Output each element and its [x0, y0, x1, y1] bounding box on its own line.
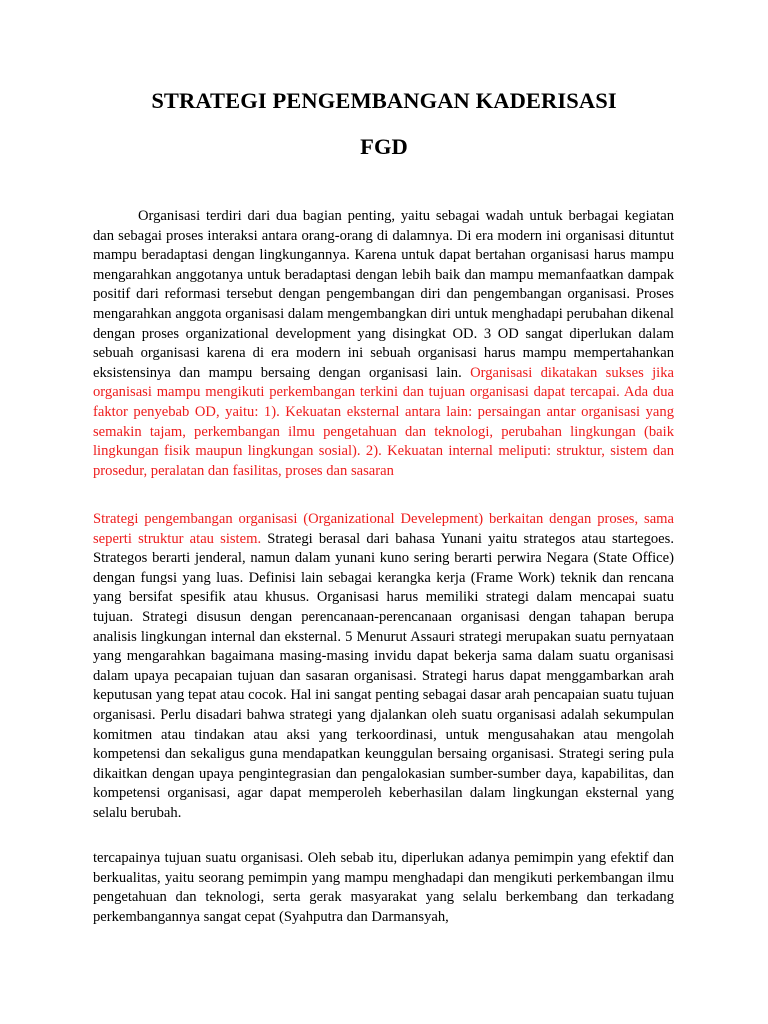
paragraph-3: [93, 849, 674, 927]
paragraph-2-highlight: Strategi pengembangan organisasi (Organizational Develepment) berkaitan dengan proses, sama seperti struktur atau sistem.: [93, 511, 674, 547]
document-subtitle: FGD: [360, 134, 408, 159]
paragraph-3-text: tercapainya tujuan suatu organisasi. Oleh sebab itu, diperlukan adanya pemimpin yang efektif dan berkualitas, yaitu seorang pemimpin yang mampu menghadapi dan mengikuti perkembangan ilmu pengetahuan dan teknologi, serta gerak masyarakat yang selalu berkembang dan terkadang perkembangannya sangat cepat (Syahputra dan Darmansyah,: [93, 850, 674, 925]
paragraph-2-text: Strategi berasal dari bahasa Yunani yaitu strategos atau startegoes. Strategos berarti jenderal, namun dalam yunani kuno sering berarti perwira Negara (State Office) dengan fungsi yang luas. Definisi lain sebagai kerangka kerja (Frame Work) teknik dan rencana yang bersifat spesifik atau khusus. Organisasi harus memiliki strategi dalam mencapai suatu tujuan. Strategi disusun dengan perencanaan-perencanaan organisasi dengan tahapan berupa analisis lingkungan internal dan eksternal. 5 Menurut Assauri strategi merupakan suatu pernyataan yang mengarahkan bagaimana masing-masing invidu dapat bekerja sama dalam suatu organisasi dalam upaya pecapaian tujuan dan sasaran organisasi. Strategi harus dapat menggambarkan arah keputusan yang tepat atau cocok. Hal ini sangat penting sebagai dasar arah pencapaian suatu tujuan organisasi. Perlu disadari bahwa strategi yang djalankan oleh suatu organisasi adalah sekumpulan komitmen atau tindakan atau aksi yang terkoordinasi, untuk mengusahakan atau mengolah kompetensi dan sekaligus guna mendapatkan keunggulan bersaing organisasi. Strategi sering pula dikaitkan dengan upaya pengintegrasian dan pengalokasian sumber-sumber daya, kapabilitas, dan kompetensi organisasi, agar dapat memperoleh keberhasilan dalam lingkungan eksternal yang selalu berubah.: [93, 530, 674, 821]
document-title: STRATEGI PENGEMBANGAN KADERISASI: [151, 88, 617, 113]
paragraph-1: [93, 207, 674, 481]
paragraph-1-highlight: Organisasi dikatakan sukses jika organisasi mampu mengikuti perkembangan terkini dan tujuan organisasi dapat tercapai. Ada dua faktor penyebab OD, yaitu: 1). Kekuatan eksternal antara lain: persaingan antar organisasi yang semakin tajam, perkembangan ilmu pengetahuan dan teknologi, perubahan lingkungan (baik lingkungan fisik maupun lingkungan sosial). 2). Kekuatan internal meliputi: struktur, sistem dan prosedur, peralatan dan fasilitas, proses dan sasaran: [93, 364, 674, 479]
paragraph-1-text: Organisasi terdiri dari dua bagian penting, yaitu sebagai wadah untuk berbagai kegiatan dan sebagai proses interaksi antara orang-orang di dalamnya. Di era modern ini organisasi dituntut mampu beradaptasi dengan lingkungannya. Karena untuk dapat bertahan organisasi harus mampu mengarahkan anggotanya untuk beradaptasi dengan lebih baik dan mampu memanfaatkan dampak positif dari reformasi tersebut dengan pengembangan diri dan pengembangan organisasi. Proses mengarahkan anggota organisasi dalam mengembangkan diri untuk menghadapi perubahan dikenal dengan proses organizational development yang disingkat OD. 3 OD sangat diperlukan dalam sebuah organisasi karena di era modern ini sebuah organisasi harus mampu mempertahankan eksistensinya dan mampu bersaing dengan organisasi lain.: [93, 208, 674, 381]
paragraph-2: [93, 510, 674, 824]
